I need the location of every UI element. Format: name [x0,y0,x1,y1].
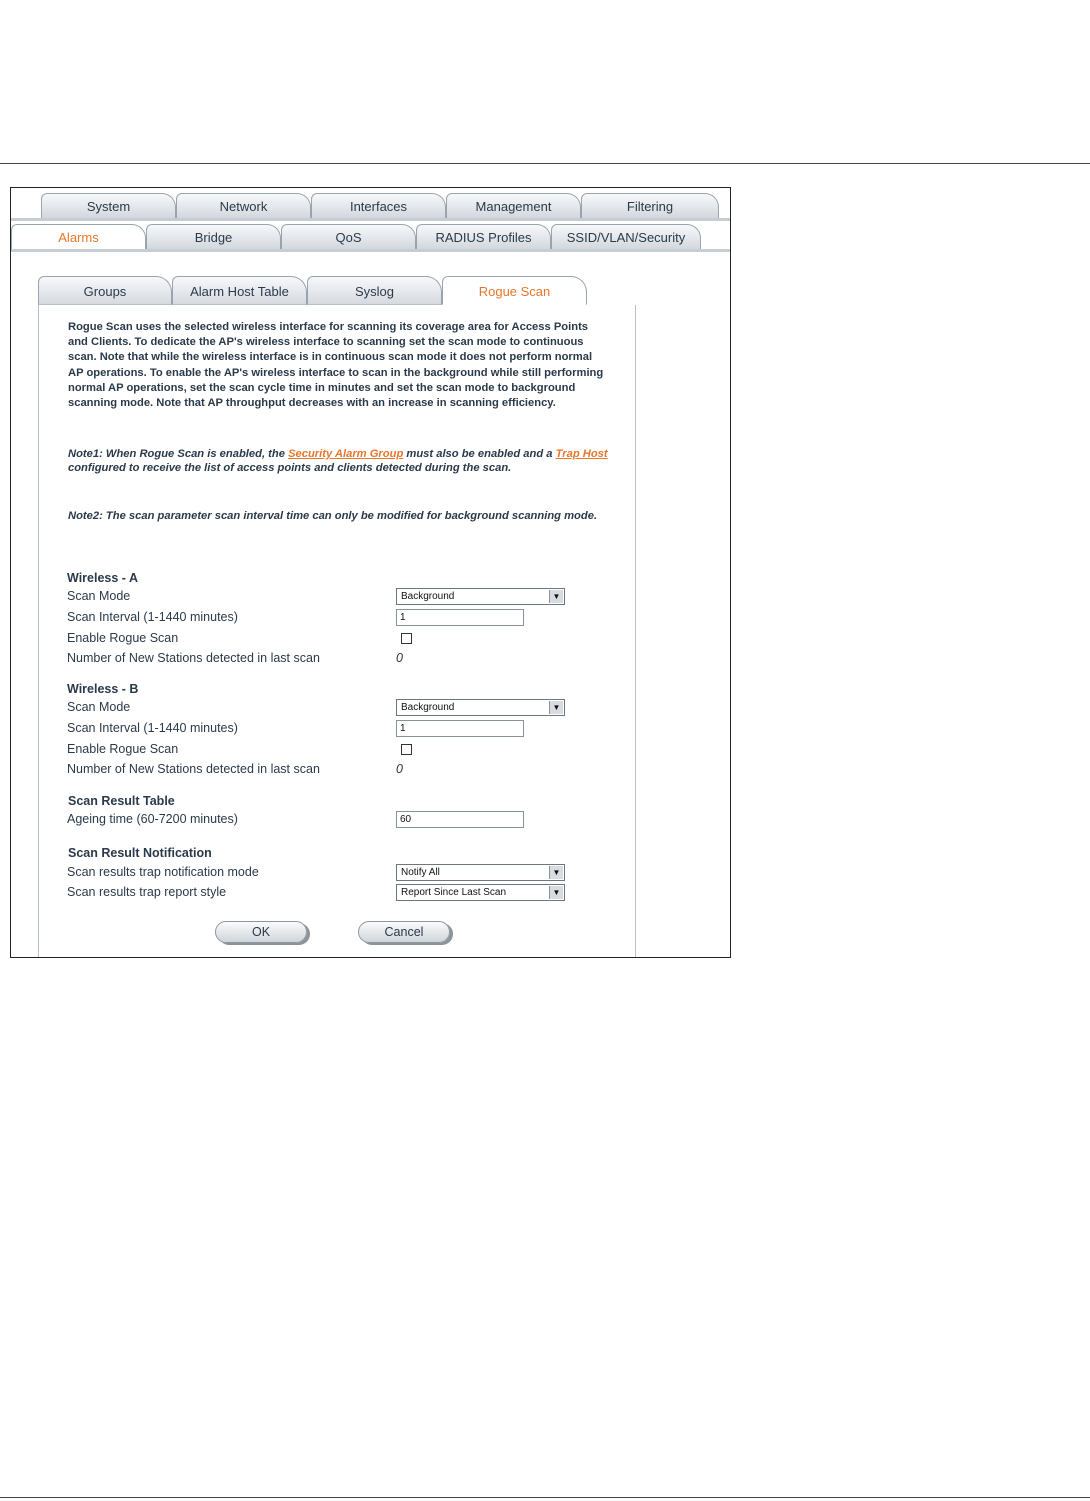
wireless-a-heading: Wireless - A [67,571,138,585]
tab-bridge[interactable]: Bridge [146,224,281,249]
security-alarm-group-link[interactable]: Security Alarm Group [288,448,404,460]
wireless-b-enable-checkbox[interactable] [401,744,412,755]
report-style-select[interactable] [396,884,565,901]
wireless-b-scan-interval-label: Scan Interval (1-1440 minutes) [67,721,238,735]
wireless-b-heading: Wireless - B [67,682,139,696]
wireless-b-scan-interval-input[interactable]: 1 [396,720,524,737]
wireless-b-stations-label: Number of New Stations detected in last scan [67,762,320,776]
note1-prefix: Note1: When Rogue Scan is enabled, the [68,448,289,460]
wireless-a-scan-interval-label: Scan Interval (1-1440 minutes) [67,610,238,624]
wireless-a-enable-checkbox[interactable] [401,633,412,644]
report-style-value: Report Since Last Scan [401,887,507,898]
wireless-b-enable-label: Enable Rogue Scan [67,742,179,756]
scan-result-table-heading: Scan Result Table [68,794,175,808]
note2-text: Note2: The scan parameter scan interval time can only be modified for background scanning mode. [68,510,598,522]
wireless-b-scan-mode-select[interactable] [396,699,565,716]
cancel-button[interactable]: Cancel [358,921,450,943]
wireless-a-scan-mode-value: Background [401,591,455,602]
ok-button[interactable]: OK [215,921,307,943]
tab-qos[interactable]: QoS [281,224,416,249]
subtab-alarm-host-table[interactable]: Alarm Host Table [172,276,307,305]
tab-interfaces[interactable]: Interfaces [311,193,446,218]
tab-alarms[interactable]: Alarms [11,224,146,249]
page-bottom-rule [0,1497,1090,1498]
tab-network[interactable]: Network [176,193,311,218]
tab-filtering[interactable]: Filtering [581,193,719,218]
screenshot-frame [10,187,731,958]
ageing-time-label: Ageing time (60-7200 minutes) [67,812,238,826]
wireless-a-enable-label: Enable Rogue Scan [67,631,179,645]
chevron-down-icon: ▼ [549,886,563,899]
wireless-a-scan-interval-input[interactable]: 1 [396,609,524,626]
tab-management[interactable]: Management [446,193,581,218]
page-top-rule [0,163,1090,164]
note1-suffix: configured to receive the list of access points and clients detected during the scan. [68,462,512,475]
subtab-rogue-scan[interactable]: Rogue Scan [442,276,587,305]
wireless-a-scan-mode-select[interactable] [396,588,565,605]
report-style-label: Scan results trap report style [67,885,227,899]
tab-system[interactable]: System [41,193,176,218]
chevron-down-icon: ▼ [549,590,563,603]
wireless-a-scan-mode-label: Scan Mode [67,589,131,603]
tab-radius-profiles[interactable]: RADIUS Profiles [416,224,551,249]
wireless-a-stations-label: Number of New Stations detected in last scan [67,651,320,665]
scan-result-notification-heading: Scan Result Notification [68,846,212,860]
notification-mode-value: Notify All [401,867,440,878]
tab-row1-band [11,218,730,221]
chevron-down-icon: ▼ [549,701,563,714]
wireless-a-stations-value: 0 [396,651,403,665]
notification-mode-label: Scan results trap notification mode [67,865,259,879]
note1-middle: must also be enabled and a [403,448,556,460]
note1-text [68,447,608,476]
tab-ssid-vlan-security[interactable]: SSID/VLAN/Security [551,224,701,249]
trap-host-link[interactable]: Trap Host [555,448,608,460]
wireless-b-scan-mode-value: Background [401,702,455,713]
subtab-groups[interactable]: Groups [38,276,172,305]
tab-row2-band [11,249,730,252]
wireless-b-stations-value: 0 [396,762,403,776]
description-text: Rogue Scan uses the selected wireless interface for scanning its coverage area for Access Points and Clients. To dedicate the AP's wireless interface to scanning set the scan mode to continuous scan. Note that while the wireless interface is in continuous scan mode it does not perform normal AP operations. To enable the AP's wireless interface to scan in the background while still performing normal AP operations, set the scan cycle time in minutes and set the scan mode to background scanning mode. Note that AP throughput decreases with an increase in scanning efficiency. [68,321,604,410]
chevron-down-icon: ▼ [549,866,563,879]
subtab-syslog[interactable]: Syslog [307,276,442,305]
notification-mode-select[interactable] [396,864,565,881]
wireless-b-scan-mode-label: Scan Mode [67,700,131,714]
ageing-time-input[interactable]: 60 [396,811,524,828]
